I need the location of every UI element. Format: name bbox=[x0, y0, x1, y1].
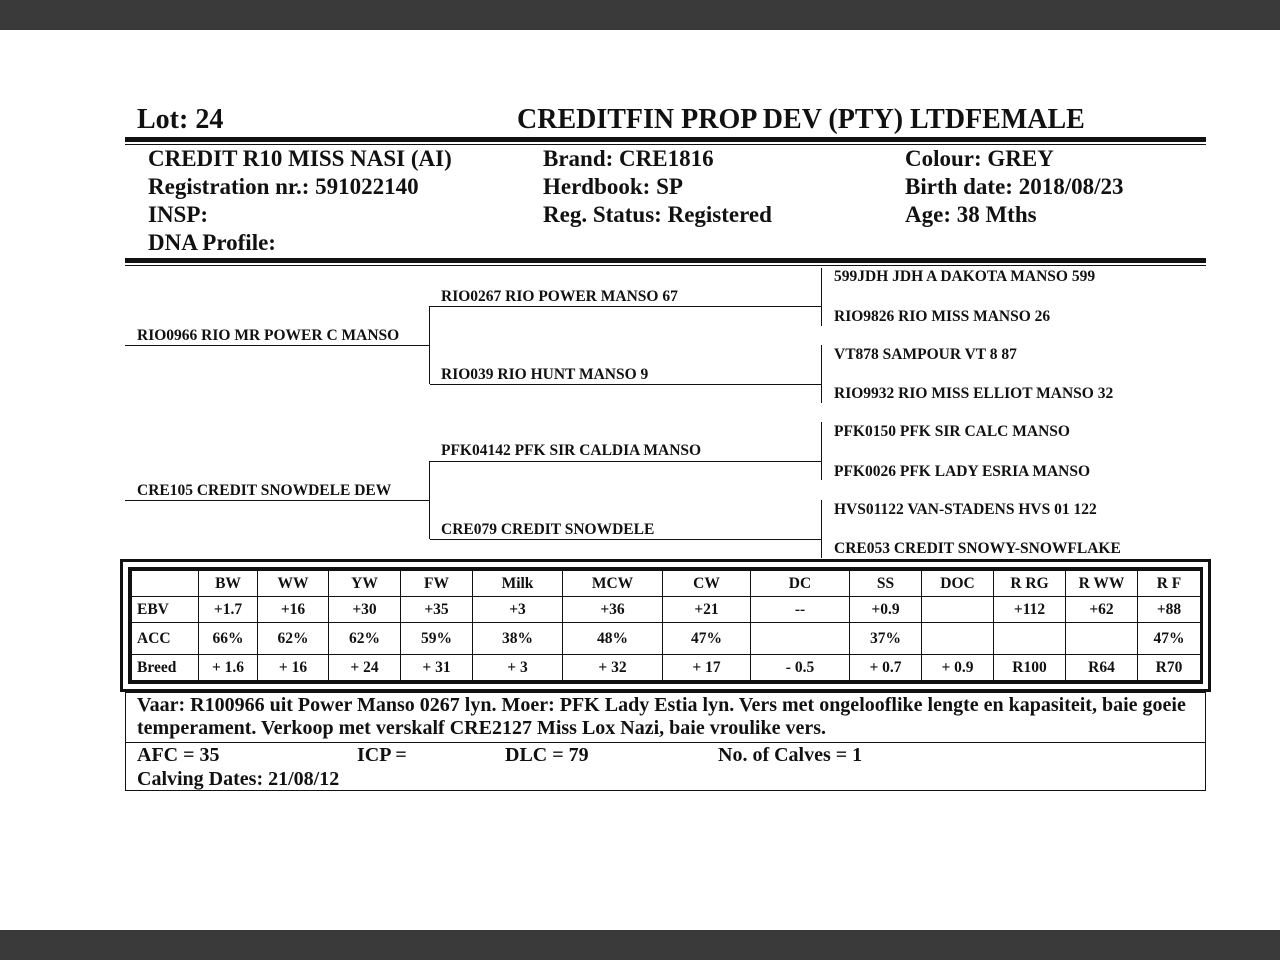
header-rule-top-thin bbox=[125, 144, 1206, 145]
ebv-cell: +88 bbox=[1138, 597, 1201, 623]
lot-number: Lot: 24 bbox=[137, 104, 224, 135]
ebv-cell: +35 bbox=[401, 597, 473, 623]
ebv-cell: 47% bbox=[663, 623, 751, 655]
ebv-header-cell: MCW bbox=[563, 571, 663, 597]
ebv-cell: + 0.7 bbox=[850, 655, 922, 681]
ebv-header-cell: FW bbox=[401, 571, 473, 597]
herdbook: Herdbook: SP bbox=[543, 174, 683, 199]
ebv-header-cell: WW bbox=[258, 571, 329, 597]
header-rule-top bbox=[125, 137, 1206, 142]
pedigree-ggp: PFK0150 PFK SIR CALC MANSO bbox=[834, 423, 1070, 440]
ebv-cell: +36 bbox=[563, 597, 663, 623]
ebv-cell: R70 bbox=[1138, 655, 1201, 681]
brand: Brand: CRE1816 bbox=[543, 146, 714, 171]
ebv-cell: 66% bbox=[199, 623, 258, 655]
ebv-row-label: ACC bbox=[132, 623, 199, 655]
ebv-cell: + 0.9 bbox=[922, 655, 994, 681]
ebv-cell: +30 bbox=[329, 597, 401, 623]
ebv-cell bbox=[1066, 623, 1138, 655]
ebv-header-cell: CW bbox=[663, 571, 751, 597]
ebv-cell: 37% bbox=[850, 623, 922, 655]
pedigree-connector-ggp-2 bbox=[821, 345, 822, 403]
ebv-row-acc bbox=[132, 623, 1201, 655]
ebv-header-cell: Milk bbox=[473, 571, 563, 597]
ebv-cell: 47% bbox=[1138, 623, 1201, 655]
ebv-cell: - 0.5 bbox=[751, 655, 850, 681]
ebv-cell: -- bbox=[751, 597, 850, 623]
dlc-value: DLC = 79 bbox=[505, 744, 589, 766]
ebv-table bbox=[131, 570, 1201, 681]
ebv-header-cell: DC bbox=[751, 571, 850, 597]
pedigree-connector-ggp-1 bbox=[821, 268, 822, 326]
notes-text: Vaar: R100966 uit Power Manso 0267 lyn. Moer: PFK Lady Estia lyn. Vers met ongelooflike lengte en kapasiteit, baie goeie temperament. Verkoop met verskalf CRE2127 Miss Lox Nazi, baie vroulike vers. bbox=[137, 694, 1186, 739]
ebv-cell: +62 bbox=[1066, 597, 1138, 623]
ebv-header-cell: DOC bbox=[922, 571, 994, 597]
ebv-header-cell bbox=[132, 571, 199, 597]
ebv-cell: +1.7 bbox=[199, 597, 258, 623]
animal-name: CREDIT R10 MISS NASI (AI) bbox=[148, 146, 452, 171]
pedigree-sire-sire: RIO0267 RIO POWER MANSO 67 bbox=[441, 288, 678, 305]
pedigree-ggp: VT878 SAMPOUR VT 8 87 bbox=[834, 346, 1017, 363]
ebv-cell: R100 bbox=[994, 655, 1066, 681]
ebv-cell: + 3 bbox=[473, 655, 563, 681]
viewer-top-bar bbox=[0, 0, 1280, 30]
ebv-cell: +16 bbox=[258, 597, 329, 623]
pedigree-connector-dam bbox=[429, 461, 430, 539]
ebv-header-cell: R F bbox=[1138, 571, 1201, 597]
owner-and-sex bbox=[517, 104, 1085, 136]
pedigree-ggp: RIO9932 RIO MISS ELLIOT MANSO 32 bbox=[834, 385, 1114, 402]
age: Age: 38 Mths bbox=[905, 202, 1037, 227]
ebv-cell bbox=[751, 623, 850, 655]
registration-status: Reg. Status: Registered bbox=[543, 202, 772, 227]
ebv-row-label: Breed bbox=[132, 655, 199, 681]
sex-label: FEMALE bbox=[965, 104, 1085, 135]
ebv-cell: + 17 bbox=[663, 655, 751, 681]
pedigree-ggp: 599JDH JDH A DAKOTA MANSO 599 bbox=[834, 268, 1096, 285]
ebv-header-cell: BW bbox=[199, 571, 258, 597]
pedigree-ggp: RIO9826 RIO MISS MANSO 26 bbox=[834, 308, 1051, 325]
header-rule-bottom bbox=[125, 258, 1206, 263]
afc-value: AFC = 35 bbox=[137, 744, 220, 766]
icp-value: ICP = bbox=[357, 744, 407, 766]
ebv-header-cell: YW bbox=[329, 571, 401, 597]
notes-divider bbox=[125, 742, 1206, 743]
ebv-header-cell: R RG bbox=[994, 571, 1066, 597]
birth-date: Birth date: 2018/08/23 bbox=[905, 174, 1124, 199]
pedigree-line-dam-dam bbox=[430, 539, 822, 540]
ebv-cell: 59% bbox=[401, 623, 473, 655]
ebv-cell: 62% bbox=[258, 623, 329, 655]
pedigree-connector-sire bbox=[429, 306, 430, 384]
pedigree-dam-dam: CRE079 CREDIT SNOWDELE bbox=[441, 521, 655, 538]
ebv-header-cell: R WW bbox=[1066, 571, 1138, 597]
ebv-cell: +0.9 bbox=[850, 597, 922, 623]
pedigree-dam: CRE105 CREDIT SNOWDELE DEW bbox=[137, 482, 392, 499]
calving-dates: Calving Dates: 21/08/12 bbox=[137, 768, 340, 790]
pedigree-sire-dam: RIO039 RIO HUNT MANSO 9 bbox=[441, 366, 649, 383]
ebv-cell: + 31 bbox=[401, 655, 473, 681]
ebv-cell: + 1.6 bbox=[199, 655, 258, 681]
ebv-row-ebv bbox=[132, 597, 1201, 623]
registration-number: Registration nr.: 591022140 bbox=[148, 174, 419, 199]
ebv-row-label: EBV bbox=[132, 597, 199, 623]
owner-name: CREDITFIN PROP DEV (PTY) LTD bbox=[517, 104, 966, 135]
ebv-cell: +3 bbox=[473, 597, 563, 623]
pedigree-line-dam-sire bbox=[430, 461, 822, 462]
ebv-cell: 48% bbox=[563, 623, 663, 655]
pedigree-ggp: PFK0026 PFK LADY ESRIA MANSO bbox=[834, 463, 1091, 480]
pedigree-sire: RIO0966 RIO MR POWER C MANSO bbox=[137, 327, 400, 344]
dna-profile-label: DNA Profile: bbox=[148, 230, 276, 255]
ebv-cell: + 24 bbox=[329, 655, 401, 681]
pedigree-line-sire-dam bbox=[430, 384, 822, 385]
pedigree-line-sire bbox=[125, 345, 430, 346]
ebv-header-cell: SS bbox=[850, 571, 922, 597]
insp-label: INSP: bbox=[148, 202, 209, 227]
pedigree-connector-ggp-3 bbox=[821, 422, 822, 480]
viewer-bottom-bar bbox=[0, 930, 1280, 960]
ebv-cell bbox=[994, 623, 1066, 655]
ebv-row-breed bbox=[132, 655, 1201, 681]
ebv-cell: 38% bbox=[473, 623, 563, 655]
pedigree-line-sire-sire bbox=[430, 306, 822, 307]
ebv-cell bbox=[922, 597, 994, 623]
pedigree-ggp: CRE053 CREDIT SNOWY-SNOWFLAKE bbox=[834, 540, 1121, 557]
pedigree-ggp: HVS01122 VAN-STADENS HVS 01 122 bbox=[834, 501, 1097, 518]
ebv-cell: +112 bbox=[994, 597, 1066, 623]
ebv-cell: + 32 bbox=[563, 655, 663, 681]
ebv-header-row bbox=[132, 571, 1201, 597]
ebv-cell: + 16 bbox=[258, 655, 329, 681]
header-rule-bottom-thin bbox=[125, 265, 1206, 266]
ebv-cell: R64 bbox=[1066, 655, 1138, 681]
colour: Colour: GREY bbox=[905, 146, 1054, 171]
pedigree-dam-sire: PFK04142 PFK SIR CALDIA MANSO bbox=[441, 442, 702, 459]
pedigree-connector-ggp-4 bbox=[821, 500, 822, 558]
ebv-cell bbox=[922, 623, 994, 655]
pedigree-line-dam bbox=[125, 500, 430, 501]
calves-count: No. of Calves = 1 bbox=[718, 744, 863, 766]
ebv-cell: +21 bbox=[663, 597, 751, 623]
ebv-cell: 62% bbox=[329, 623, 401, 655]
